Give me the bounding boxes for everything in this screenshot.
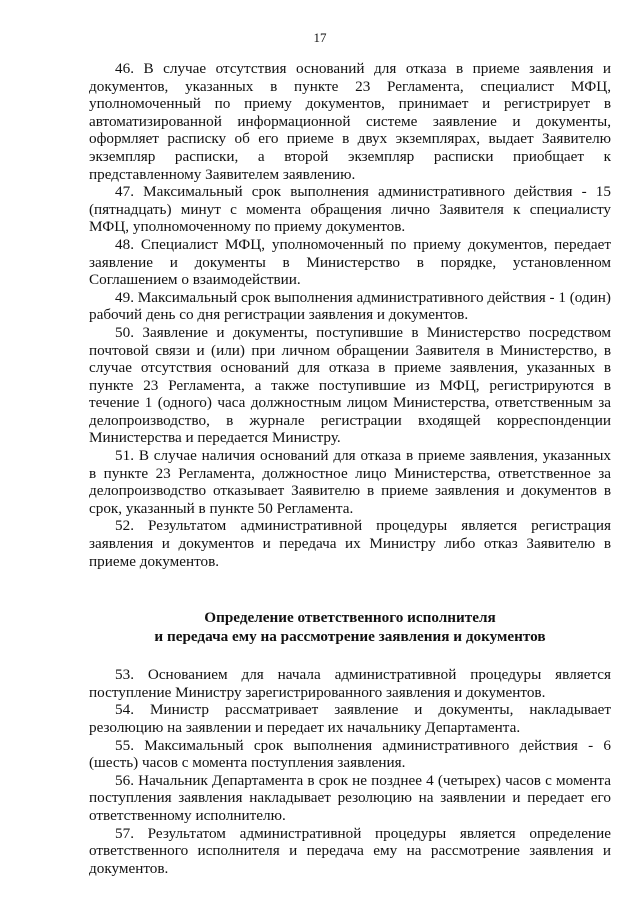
section-heading-line-1: Определение ответственного исполнителя xyxy=(204,609,496,627)
paragraph-51: 51. В случае наличия оснований для отказа в приеме заявления, указанных в пункте 23 Регламента, должностное лицо Министерства, ответственное за делопроизводство отказывает Заявителю в приеме заявления и документов в срок, указанный в пункте 50 Регламента. xyxy=(89,447,611,517)
paragraph-55: 55. Максимальный срок выполнения административного действия - 6 (шесть) часов с момента поступления заявления. xyxy=(89,736,611,772)
page-number: 17 xyxy=(313,30,327,45)
paragraph-53: 53. Основанием для начала административной процедуры является поступление Министру зарегистрированного заявления и документов. xyxy=(89,666,611,701)
paragraph-47: 47. Максимальный срок выполнения административного действия - 15 (пятнадцать) минут с момента обращения лично Заявителя к специалисту МФЦ, уполномоченному по приему документов. xyxy=(89,183,611,236)
paragraph-56: 56. Начальник Департамента в срок не позднее 4 (четырех) часов с момента поступления заявления накладывает резолюцию на заявлении и передает его ответственному исполнителю. xyxy=(89,771,611,824)
paragraph-49: 49. Максимальный срок выполнения административного действия - 1 (один) рабочий день со дня регистрации заявления и документов. xyxy=(89,288,611,324)
paragraph-46: 46. В случае отсутствия оснований для отказа в приеме заявления и документов, указанных в пункте 23 Регламента, специалист МФЦ, уполномоченный по приему документов, принимает и регистрирует в автоматизированной информационной системе заявление и документы, оформляет расписку об его приеме в двух экземплярах, выдает Заявителю экземпляр расписки, а второй экземпляр расписки приобщает к представленному Заявителем заявлению. xyxy=(89,60,611,183)
paragraph-57: 57. Результатом административной процедуры является определение ответственного исполнителя и передача ему на рассмотрение заявления и документов. xyxy=(89,824,611,877)
paragraph-54: 54. Министр рассматривает заявление и документы, накладывает резолюцию на заявлении и передает их начальнику Департамента. xyxy=(89,701,611,736)
paragraph-50: 50. Заявление и документы, поступившие в Министерство посредством почтовой связи и (или) при личном обращении Заявителя в Министерство, в случае отсутствия оснований для отказа в приеме заявления, указанных в пункте 23 Регламента, а также поступившие из МФЦ, регистрируются в течение 1 (одного) часа должностным лицом Министерства, ответственным за делопроизводство, в журнале регистрации входящей корреспонденции Министерства и передается Министру. xyxy=(89,323,611,447)
paragraph-48: 48. Специалист МФЦ, уполномоченный по приему документов, передает заявление и документы в Министерство в порядке, установленном Соглашением о взаимодействии. xyxy=(89,235,611,289)
paragraph-52: 52. Результатом административной процедуры является регистрация заявления и документов и передача их Министру либо отказ Заявителю в приеме документов. xyxy=(89,517,611,570)
document-body xyxy=(89,60,611,877)
section-heading xyxy=(89,608,611,646)
section-heading-line-2: и передача ему на рассмотрение заявления и документов xyxy=(154,628,546,646)
